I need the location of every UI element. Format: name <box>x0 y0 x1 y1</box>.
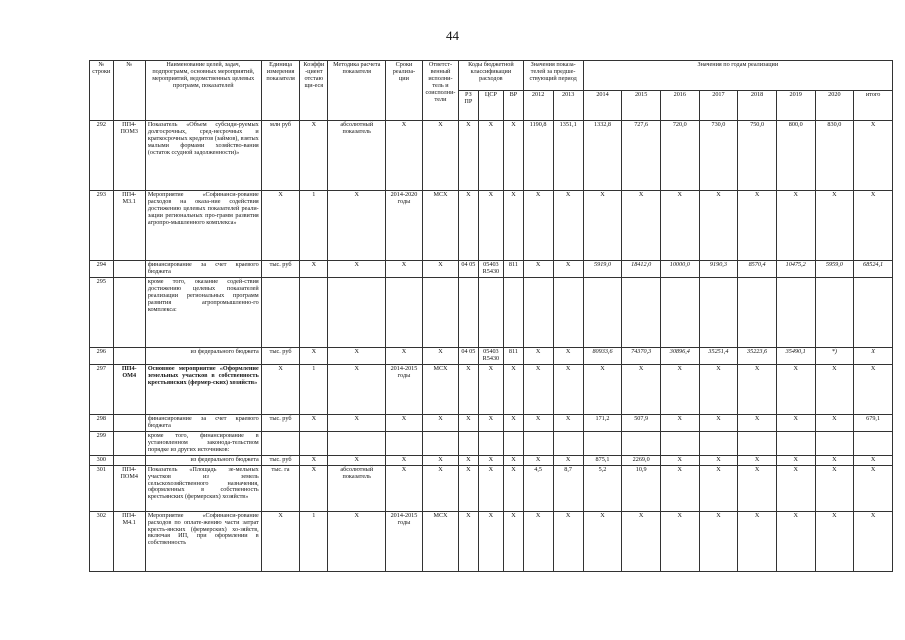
cell-v2019: 10475,2 <box>776 261 815 278</box>
cell-v2014: X <box>583 191 622 261</box>
cell-v2016: X <box>660 465 699 511</box>
cell-code: ПП4-ПОМ4 <box>113 465 145 511</box>
cell-csr: X <box>478 511 504 571</box>
cell-v2012: X <box>523 261 553 278</box>
cell-coef: 1 <box>300 511 328 571</box>
cell-resp: МСХ <box>422 511 458 571</box>
cell-v2014 <box>583 277 622 347</box>
header-total: итого <box>854 91 893 121</box>
page-number: 44 <box>446 28 459 43</box>
cell-name: финансирование за счет краевого бюджета <box>145 261 261 278</box>
cell-coef: X <box>300 414 328 431</box>
cell-v2014: 171,2 <box>583 414 622 431</box>
cell-total <box>854 277 893 347</box>
cell-v2017: 35251,4 <box>699 347 738 364</box>
cell-v2014: 875,1 <box>583 455 622 465</box>
cell-vr: 811 <box>504 347 523 364</box>
cell-name: из федерального бюджета <box>145 455 261 465</box>
cell-unit <box>261 277 300 347</box>
cell-v2017: X <box>699 511 738 571</box>
cell-v2017: X <box>699 455 738 465</box>
cell-v2018: 35223,6 <box>738 347 777 364</box>
cell-term <box>386 431 422 455</box>
cell-v2016: X <box>660 511 699 571</box>
cell-v2020: X <box>815 455 854 465</box>
header-2014: 2014 <box>583 91 622 121</box>
cell-method: X <box>328 191 386 261</box>
header-2013: 2013 <box>553 91 583 121</box>
cell-total: X <box>854 121 893 191</box>
cell-v2017: X <box>699 364 738 414</box>
cell-v2017: 9190,3 <box>699 261 738 278</box>
cell-v2015: 2269,0 <box>622 455 661 465</box>
table-row <box>90 465 893 511</box>
program-indicators-table <box>89 60 893 572</box>
cell-v2018 <box>738 277 777 347</box>
cell-term: X <box>386 465 422 511</box>
cell-total: X <box>854 191 893 261</box>
cell-term: X <box>386 414 422 431</box>
cell-csr <box>478 431 504 455</box>
cell-unit: X <box>261 191 300 261</box>
cell-v2019: 800,0 <box>776 121 815 191</box>
cell-v2015: 507,9 <box>622 414 661 431</box>
header-2020: 2020 <box>815 91 854 121</box>
cell-method: X <box>328 347 386 364</box>
table-row <box>90 431 893 455</box>
cell-v2015 <box>622 277 661 347</box>
cell-term: X <box>386 455 422 465</box>
cell-v2013: X <box>553 455 583 465</box>
table-row <box>90 511 893 571</box>
cell-v2013: X <box>553 414 583 431</box>
cell-v2012: 1190,8 <box>523 121 553 191</box>
cell-unit: млн руб <box>261 121 300 191</box>
cell-term: 2014-2015 годы <box>386 364 422 414</box>
cell-v2018: 8570,4 <box>738 261 777 278</box>
cell-unit: тыс. руб <box>261 347 300 364</box>
cell-name: Основное мероприятие «Оформление земельных участков в собственность крестьянских (фермер-ских) хозяйств» <box>145 364 261 414</box>
cell-total: X <box>854 455 893 465</box>
cell-rz: X <box>459 455 478 465</box>
cell-coef: 1 <box>300 364 328 414</box>
cell-v2020: X <box>815 511 854 571</box>
cell-code <box>113 261 145 278</box>
cell-csr: X <box>478 191 504 261</box>
header-2015: 2015 <box>622 91 661 121</box>
cell-method: абсолютный показатель <box>328 121 386 191</box>
cell-rz: X <box>459 121 478 191</box>
cell-n: 301 <box>90 465 114 511</box>
cell-n: 293 <box>90 191 114 261</box>
cell-n: 295 <box>90 277 114 347</box>
cell-vr: X <box>504 414 523 431</box>
cell-code <box>113 347 145 364</box>
cell-v2019: X <box>776 465 815 511</box>
cell-v2018 <box>738 431 777 455</box>
cell-code <box>113 414 145 431</box>
cell-v2018: X <box>738 364 777 414</box>
header-prev: Значения показа-телей за предше-ствующий период <box>523 61 583 91</box>
cell-unit: X <box>261 364 300 414</box>
cell-method: абсолютный показатель <box>328 465 386 511</box>
cell-method: X <box>328 455 386 465</box>
header-name: Наименование целей, задач, подпрограмм, основных мероприятий, мероприятий, ведомственных целевых программ, показателей <box>145 61 261 121</box>
cell-n: 298 <box>90 414 114 431</box>
cell-v2014: 5919,0 <box>583 261 622 278</box>
cell-v2020 <box>815 431 854 455</box>
cell-v2017: X <box>699 191 738 261</box>
header-term: Сроки реализа-ции <box>386 61 422 121</box>
cell-method: X <box>328 511 386 571</box>
cell-resp: X <box>422 455 458 465</box>
cell-v2016: X <box>660 455 699 465</box>
cell-v2015: 727,6 <box>622 121 661 191</box>
cell-code: ПП4-М3.1 <box>113 191 145 261</box>
cell-unit <box>261 431 300 455</box>
table-row <box>90 414 893 431</box>
cell-term: X <box>386 121 422 191</box>
cell-v2014: 1332,8 <box>583 121 622 191</box>
cell-v2013 <box>553 431 583 455</box>
cell-v2012: X <box>523 455 553 465</box>
cell-resp: X <box>422 347 458 364</box>
cell-csr: 05403 R5430 <box>478 347 504 364</box>
cell-resp <box>422 431 458 455</box>
cell-coef: X <box>300 455 328 465</box>
header-unit: Единица измерения показателя <box>261 61 300 121</box>
header-coef: Коэффи-циент отстающи-еся <box>300 61 328 121</box>
cell-rz <box>459 277 478 347</box>
cell-v2019: X <box>776 511 815 571</box>
cell-v2014: 5,2 <box>583 465 622 511</box>
cell-csr: X <box>478 121 504 191</box>
table-row <box>90 121 893 191</box>
cell-v2016: 720,0 <box>660 121 699 191</box>
cell-unit: тыс. руб <box>261 414 300 431</box>
cell-coef <box>300 277 328 347</box>
table-body <box>90 121 893 572</box>
header-years-title: Значения по годам реализации <box>583 61 892 91</box>
cell-v2013: X <box>553 347 583 364</box>
cell-unit: X <box>261 511 300 571</box>
cell-v2015: 10,9 <box>622 465 661 511</box>
cell-term: 2014-2015 годы <box>386 511 422 571</box>
cell-n: 297 <box>90 364 114 414</box>
cell-v2012 <box>523 277 553 347</box>
cell-csr: X <box>478 465 504 511</box>
cell-v2016: X <box>660 191 699 261</box>
cell-coef: 1 <box>300 191 328 261</box>
cell-v2016: X <box>660 364 699 414</box>
header-method: Методика расчета показателя <box>328 61 386 121</box>
cell-v2015 <box>622 431 661 455</box>
cell-name: Мероприятие «Софинанси-рование расходов на оказа-ние содействия достижению целевых показателей реали-зации региональных про-грамм развития агропро-мышленного комплекса» <box>145 191 261 261</box>
cell-total: X <box>854 511 893 571</box>
cell-name: Показатель «Объем субсиди-руемых долгосрочных, сред-несрочных и краткосрочных кредитов (займов), взятых малыми формами хозяйство-вания (остаток ссудной задолженности)» <box>145 121 261 191</box>
cell-v2013 <box>553 277 583 347</box>
cell-vr: X <box>504 191 523 261</box>
cell-v2013: 1351,1 <box>553 121 583 191</box>
header-2012: 2012 <box>523 91 553 121</box>
cell-v2017: 730,0 <box>699 121 738 191</box>
cell-vr: X <box>504 364 523 414</box>
cell-v2019: X <box>776 455 815 465</box>
cell-v2019: 35490,1 <box>776 347 815 364</box>
cell-v2015: 18412,0 <box>622 261 661 278</box>
cell-name: Мероприятие «Софинанси-рование расходов по оплате-жению части затрат кресть-янских (фермерских) хо-зяйств, включая ИП, при оформлении в собственность <box>145 511 261 571</box>
cell-v2013: 8,7 <box>553 465 583 511</box>
header-2017: 2017 <box>699 91 738 121</box>
header-csr: ЦСР <box>478 91 504 121</box>
cell-code: ПП4-М4.1 <box>113 511 145 571</box>
cell-resp: МСХ <box>422 191 458 261</box>
cell-v2016: 10000,0 <box>660 261 699 278</box>
cell-v2015: X <box>622 191 661 261</box>
cell-resp: X <box>422 414 458 431</box>
cell-v2017: X <box>699 414 738 431</box>
cell-v2012: X <box>523 364 553 414</box>
cell-v2016: 30896,4 <box>660 347 699 364</box>
cell-unit: тыс. руб <box>261 455 300 465</box>
cell-term: 2014-2020 годы <box>386 191 422 261</box>
cell-v2019 <box>776 431 815 455</box>
cell-v2012: 4,5 <box>523 465 553 511</box>
table-row <box>90 191 893 261</box>
cell-v2020: X <box>815 414 854 431</box>
table-row <box>90 261 893 278</box>
cell-coef: X <box>300 261 328 278</box>
table-row <box>90 277 893 347</box>
cell-name: кроме того, финансирование в установленном законода-тельством порядке из других источников: <box>145 431 261 455</box>
header-row-no: № строки <box>90 61 114 121</box>
cell-v2016 <box>660 431 699 455</box>
cell-v2020: X <box>815 465 854 511</box>
cell-method <box>328 277 386 347</box>
cell-v2018: 750,0 <box>738 121 777 191</box>
cell-resp <box>422 277 458 347</box>
cell-rz <box>459 431 478 455</box>
cell-term <box>386 277 422 347</box>
cell-v2013: X <box>553 261 583 278</box>
cell-vr: X <box>504 465 523 511</box>
cell-method: X <box>328 261 386 278</box>
table-row <box>90 364 893 414</box>
cell-method <box>328 431 386 455</box>
cell-v2017 <box>699 431 738 455</box>
cell-v2013: X <box>553 511 583 571</box>
cell-vr <box>504 431 523 455</box>
cell-resp: X <box>422 465 458 511</box>
cell-n: 296 <box>90 347 114 364</box>
cell-n: 300 <box>90 455 114 465</box>
cell-v2018: X <box>738 414 777 431</box>
cell-total: X <box>854 465 893 511</box>
cell-rz: X <box>459 465 478 511</box>
cell-v2013: X <box>553 364 583 414</box>
cell-v2016 <box>660 277 699 347</box>
cell-method: X <box>328 414 386 431</box>
header-codes: Коды бюджетной классификации расходов <box>459 61 523 91</box>
cell-v2014: 80933,6 <box>583 347 622 364</box>
header-2019: 2019 <box>776 91 815 121</box>
cell-rz: 04 05 <box>459 347 478 364</box>
header-2016: 2016 <box>660 91 699 121</box>
cell-name: Показатель «Площадь зе-мельных участков из земель сельскохозяйственного назначения, оформленных в собственность крестьянских (фермерских) хозяйств» <box>145 465 261 511</box>
cell-unit: тыс. га <box>261 465 300 511</box>
cell-code: ПП4-ПОМ3 <box>113 121 145 191</box>
cell-term: X <box>386 347 422 364</box>
cell-v2019: X <box>776 191 815 261</box>
cell-v2019: X <box>776 414 815 431</box>
cell-v2020: X <box>815 364 854 414</box>
cell-v2012: X <box>523 511 553 571</box>
cell-total <box>854 431 893 455</box>
cell-rz: X <box>459 364 478 414</box>
cell-vr <box>504 277 523 347</box>
cell-coef <box>300 431 328 455</box>
cell-rz: X <box>459 511 478 571</box>
cell-name: кроме того, оказание содей-ствия достижению целевых показателей реализации региональных программ развития агропромышленно-го комплекса: <box>145 277 261 347</box>
cell-v2020: 5959,0 <box>815 261 854 278</box>
cell-n: 299 <box>90 431 114 455</box>
cell-v2020 <box>815 277 854 347</box>
table-row <box>90 347 893 364</box>
cell-coef: X <box>300 347 328 364</box>
cell-rz: 04 05 <box>459 261 478 278</box>
cell-coef: X <box>300 465 328 511</box>
cell-coef: X <box>300 121 328 191</box>
header-vr: ВР <box>504 91 523 121</box>
cell-v2018: X <box>738 455 777 465</box>
table-row <box>90 455 893 465</box>
header-rz: РЗ ПР <box>459 91 478 121</box>
cell-v2012: X <box>523 414 553 431</box>
header-no: № <box>113 61 145 121</box>
cell-v2015: X <box>622 364 661 414</box>
cell-total: 679,1 <box>854 414 893 431</box>
cell-vr: X <box>504 511 523 571</box>
cell-resp: X <box>422 261 458 278</box>
cell-code: ПП4-ОМ4 <box>113 364 145 414</box>
cell-v2012 <box>523 431 553 455</box>
cell-v2018: X <box>738 465 777 511</box>
cell-v2015: X <box>622 511 661 571</box>
cell-v2018: X <box>738 511 777 571</box>
cell-rz: X <box>459 414 478 431</box>
cell-v2020: *) <box>815 347 854 364</box>
cell-csr: X <box>478 414 504 431</box>
cell-v2017 <box>699 277 738 347</box>
cell-unit: тыс. руб <box>261 261 300 278</box>
cell-total: X <box>854 347 893 364</box>
cell-v2020: X <box>815 191 854 261</box>
cell-v2015: 74370,3 <box>622 347 661 364</box>
cell-n: 302 <box>90 511 114 571</box>
cell-v2012: X <box>523 191 553 261</box>
cell-v2014: X <box>583 511 622 571</box>
cell-resp: X <box>422 121 458 191</box>
cell-vr: 811 <box>504 261 523 278</box>
cell-v2014 <box>583 431 622 455</box>
cell-v2018: X <box>738 191 777 261</box>
cell-csr: X <box>478 364 504 414</box>
cell-name: из федерального бюджета <box>145 347 261 364</box>
cell-v2013: X <box>553 191 583 261</box>
cell-resp: МСХ <box>422 364 458 414</box>
cell-rz: X <box>459 191 478 261</box>
cell-n: 292 <box>90 121 114 191</box>
cell-v2014: X <box>583 364 622 414</box>
cell-name: финансирование за счет краевого бюджета <box>145 414 261 431</box>
cell-csr: 05403 R5430 <box>478 261 504 278</box>
cell-v2016: X <box>660 414 699 431</box>
header-resp: Ответст-венный исполни-тель и соисполни-тели <box>422 61 458 121</box>
cell-v2019: X <box>776 364 815 414</box>
cell-csr: X <box>478 455 504 465</box>
cell-code <box>113 431 145 455</box>
header-2018: 2018 <box>738 91 777 121</box>
cell-n: 294 <box>90 261 114 278</box>
cell-total: 68524,1 <box>854 261 893 278</box>
cell-v2020: 830,0 <box>815 121 854 191</box>
cell-code <box>113 277 145 347</box>
cell-term: X <box>386 261 422 278</box>
cell-vr: X <box>504 121 523 191</box>
cell-v2012: X <box>523 347 553 364</box>
cell-method: X <box>328 364 386 414</box>
cell-v2019 <box>776 277 815 347</box>
cell-code <box>113 455 145 465</box>
cell-csr <box>478 277 504 347</box>
cell-total: X <box>854 364 893 414</box>
cell-v2017: X <box>699 465 738 511</box>
cell-vr: X <box>504 455 523 465</box>
